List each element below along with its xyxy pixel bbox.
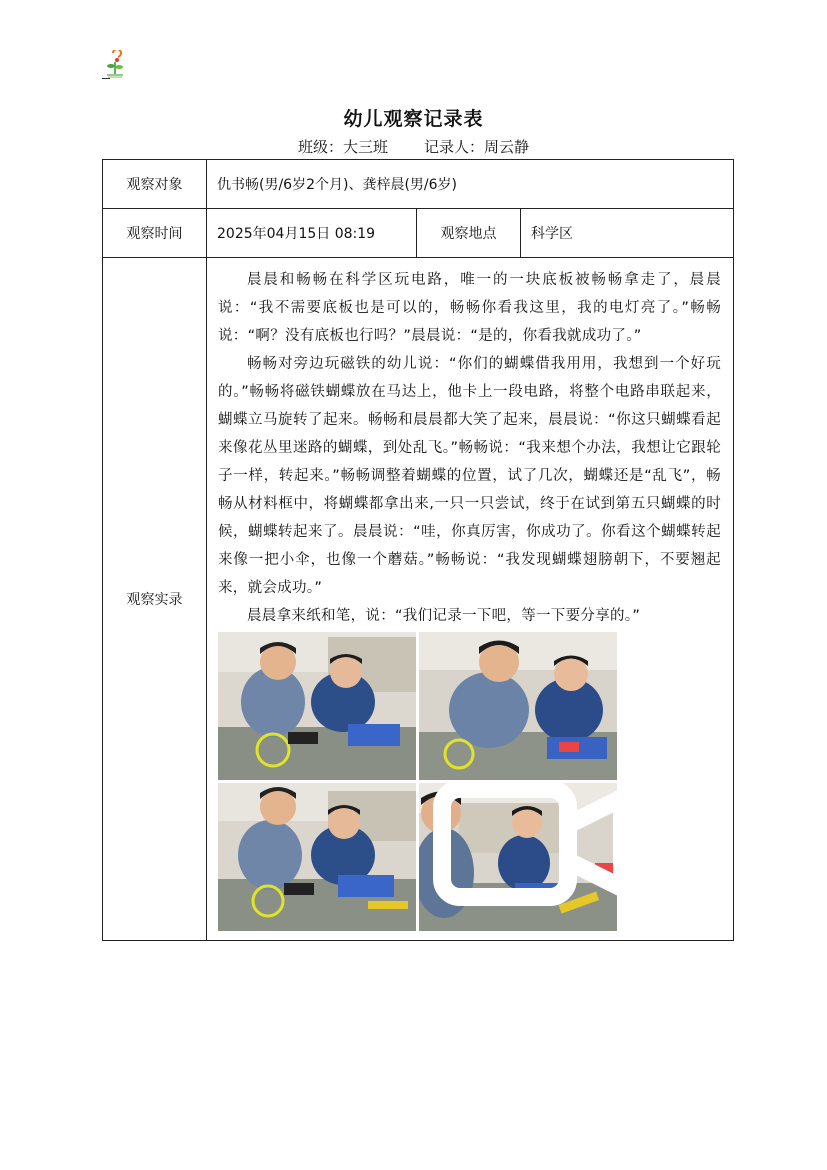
observation-table [102,159,734,941]
place-label: 观察地点 [417,209,521,258]
photo-grid [218,632,618,932]
record-paragraph: 畅畅对旁边玩磁铁的幼儿说：“你们的蝴蝶借我用用，我想到一个好玩的。”畅畅将磁铁蝴蝶放在马达上，他卡上一段电路，将整个电路串联起来，蝴蝶立马旋转了起来。畅畅和晨晨都大笑了起来，晨晨说：“你这只蝴蝶看起来像花丛里迷路的蝴蝶，到处乱飞。”畅畅说：“我来想个办法，我想让它跟轮子一样，转起来。”畅畅调整着蝴蝶的位置，试了几次，蝴蝶还是“乱飞”，畅畅从材料框中，将蝴蝶都拿出来,一只一只尝试，终于在试到第五只蝴蝶的时候，蝴蝶转起来了。晨晨说：“哇，你真厉害，你成功了。你看这个蝴蝶转起来像一把小伞，也像一个蘑菇。”畅畅说：“我发现蝴蝶翅膀朝下，不要翘起来，就会成功。” [218,356,721,596]
record-label: 观察实录 [103,258,207,941]
photo-children-circuit-1[interactable] [218,632,416,780]
page-subtitle [0,136,827,157]
photo-children-circuit-2[interactable] [419,632,617,780]
logo-underline [102,78,110,79]
class-label: 班级：大三班 [297,138,388,156]
video-camera-icon [433,783,617,917]
recorder-label: 记录人：周云静 [424,138,530,156]
photo-children-circuit-4[interactable] [419,783,617,931]
place-value: 科学区 [521,209,734,258]
subject-value: 仇书畅(男/6岁2个月)、龚梓晨(男/6岁) [207,160,734,209]
time-value: 2025年04月15日 08:19 [207,209,417,258]
photo-children-circuit-3[interactable] [218,783,416,931]
time-label: 观察时间 [103,209,207,258]
kindergarten-logo-icon [104,50,126,80]
record-paragraph: 晨晨拿来纸和笔，说：“我们记录一下吧，等一下要分享的。” [247,608,641,624]
record-paragraph: 晨晨和畅畅在科学区玩电路，唯一的一块底板被畅畅拿走了，晨晨说：“我不需要底板也是可以的，畅畅你看我这里，我的电灯亮了。”畅畅说：“啊？没有底板也行吗？”晨晨说：“是的，你看我就成功了。” [218,272,721,344]
record-content [207,258,734,941]
subject-label: 观察对象 [103,160,207,209]
page-title: 幼儿观察记录表 [343,108,484,130]
